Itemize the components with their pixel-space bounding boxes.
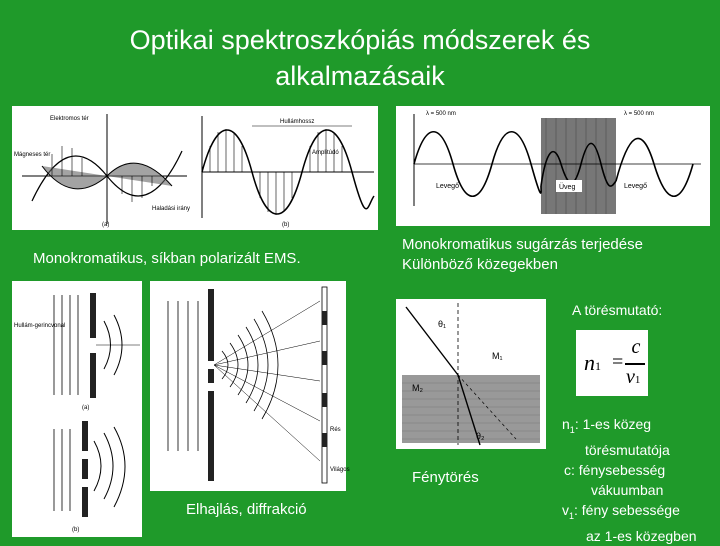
label-a: (a)	[102, 222, 110, 228]
note-n1: $n_1$: 1-es közeg	[562, 416, 652, 435]
note-n1-cont: törésmutatója	[585, 441, 670, 458]
diffraction-caption: Elhajlás, diffrakció	[186, 501, 307, 518]
wavelength-label: Hullámhossz	[280, 119, 315, 125]
air-right-label: Levegő	[624, 183, 647, 190]
electric-field-label: Elektromos tér	[50, 116, 89, 122]
label-b: (b)	[282, 222, 290, 228]
formula-notes	[562, 414, 697, 546]
slide-title-line1: Optikai spektroszkópiás módszerek és	[129, 25, 591, 55]
lambda1-label: λ = 500 nm	[426, 111, 456, 117]
glass-label: Üveg	[559, 184, 576, 191]
formula-n: n	[584, 350, 595, 375]
slide-title	[0, 22, 720, 94]
diffraction-figure-center	[150, 281, 350, 491]
diffraction-left-label-b: (b)	[72, 527, 80, 533]
note-c-cont: vákuumban	[591, 481, 664, 498]
formula-denominator: v	[626, 366, 635, 388]
slide-title-line2: alkalmazásaik	[275, 61, 445, 91]
note-v1-cont: az 1-es közegben	[586, 527, 697, 544]
formula-denominator-sub: 1	[634, 374, 641, 386]
screen-label: Világos	[330, 467, 350, 473]
slit-label: Rés	[330, 427, 341, 433]
diffraction-figure-left	[12, 281, 142, 537]
air-left-label: Levegő	[436, 183, 459, 190]
magnetic-field-label: Mágneses tér	[14, 152, 51, 158]
direction-label: Haladási irány	[152, 206, 191, 212]
refraction-index-caption: A törésmutató:	[572, 302, 663, 318]
amplitude-label: Amplitúdó	[312, 150, 339, 156]
media-propagation-figure	[396, 106, 710, 226]
lambda3-label: λ = 500 nm	[624, 111, 654, 117]
refraction-caption: Fénytörés	[412, 469, 479, 486]
refraction-formula	[576, 330, 648, 396]
formula-n-sub: 1	[595, 359, 601, 373]
refraction-figure	[396, 299, 546, 449]
theta1-label: θ₁	[438, 319, 447, 329]
ems-wave-figure	[12, 106, 378, 230]
media-caption	[402, 235, 643, 275]
diffraction-left-label-a: (a)	[82, 405, 90, 411]
formula-equals: =	[612, 351, 624, 373]
formula-fraction-bar	[625, 363, 645, 365]
medium2-label: M₂	[412, 383, 423, 393]
medium1-label: M₁	[492, 351, 503, 361]
lambda2-label: λ = 330 nm	[546, 111, 576, 117]
ems-caption: Monokromatikus, síkban polarizált EMS.	[33, 250, 301, 267]
wavefront-label: Hullám-gerincvonal	[14, 323, 66, 329]
media-caption-line1: Monokromatikus sugárzás terjedése	[402, 236, 643, 253]
note-v1: $v_1$: fény sebessége	[562, 501, 680, 521]
note-c: c: fénysebesség	[564, 461, 666, 478]
formula-numerator: c	[631, 336, 641, 358]
media-caption-line2: Különböző közegekben	[402, 256, 558, 273]
theta2-label: θ₂	[476, 431, 485, 441]
